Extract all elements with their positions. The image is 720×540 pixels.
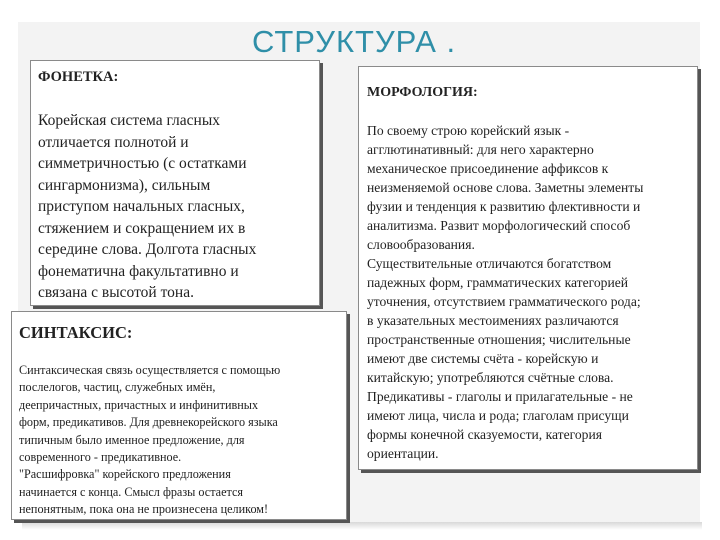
- syntax-text: Синтаксическая связь осуществляется с помощью послелогов, частиц, служебных имён, деепричастных, причастных и инфинитивных форм, предикативов. Для древнекорейского языка типичным было именное предложение, для современного - предикативное. "Расшифровка" корейского предложения начинается с конца. Смысл фразы остается непонятным, пока она не произнесена целиком!: [19, 363, 281, 517]
- phonetics-heading: ФОНЕТКА:: [38, 69, 119, 85]
- morphology-heading: МОРФОЛОГИЯ:: [367, 85, 478, 100]
- morphology-text: По своему строю корейский язык - агглютинативный: для него характерно механическое присоединение аффиксов к неизменяемой основе слова. Заметны элементы фузии и тенденция к развитию флективности и аналитизма. Развит морфологический способ словообразования. Существительные отличаются богатством падежных форм, грамматических категорией уточнения, отсутствием грамматического рода; в указательных местоимениях различаются пространственные отношения; числительные имеют две системы счёта - корейскую и китайскую; употребляются счётные слова. Предикативы - глаголы и прилагательные - не имеют лица, числа и рода; глаголам присущи формы конечной сказуемости, категория ориентации.: [367, 123, 644, 461]
- slide-shadow: [22, 522, 702, 530]
- phonetics-text: Корейская система гласных отличается полнотой и симметричностью (с остатками сингармонизма), сильным приступом начальных гласных, стяжением и сокращением их в середине слова. Долгота гласных фонематична факультативно и связана с высотой тона.: [38, 112, 257, 301]
- phonetics-box: [30, 60, 320, 306]
- syntax-heading: СИНТАКСИС:: [19, 323, 133, 342]
- syntax-box: [11, 311, 347, 520]
- slide-title: СТРУКТУРА .: [252, 24, 457, 59]
- morphology-box: [358, 66, 698, 470]
